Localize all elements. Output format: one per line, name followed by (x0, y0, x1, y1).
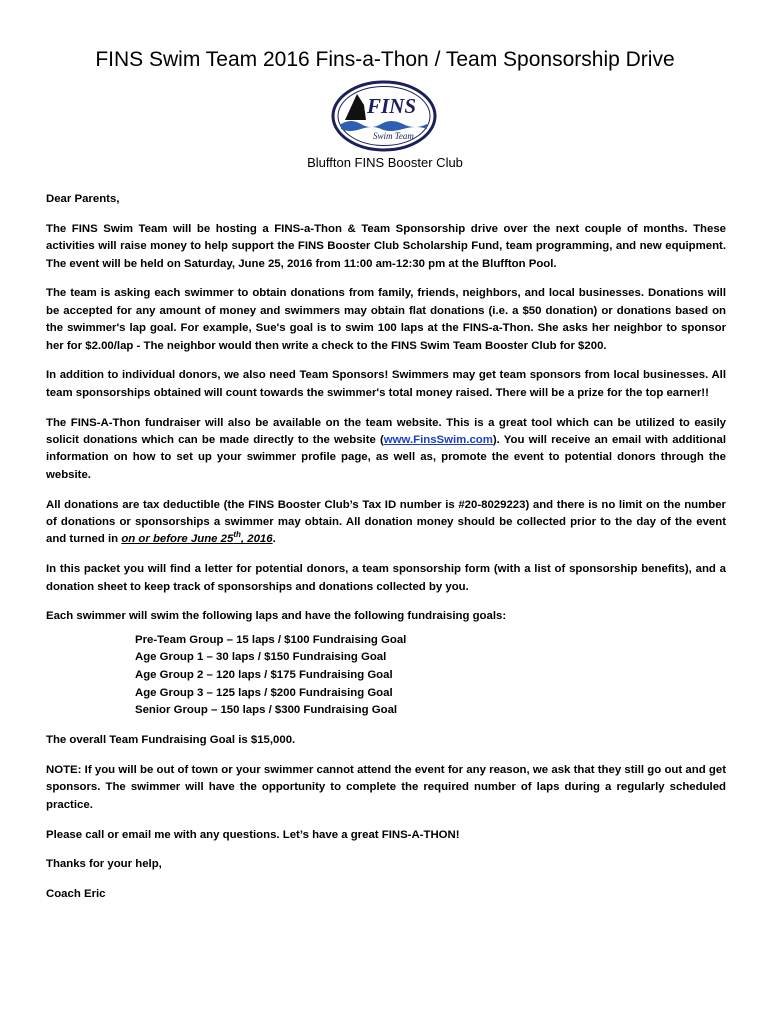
tax-text-end: . (272, 533, 276, 546)
logo-text: FINS (367, 94, 417, 118)
paragraph-event: The FINS Swim Team will be hosting a FINS-a-Thon & Team Sponsorship drive over the next couple of months. These activities will raise money to help support the FINS Booster Club Scholarship Fund, team programming, and new equipment. The event will be held on Saturday, June 25, 2016 from 11:00 am-12:30 pm at the Bluffton Pool. (46, 222, 726, 270)
website-link[interactable]: www.FinsSwim.com (383, 434, 493, 447)
deadline-date: on or before June 25th, 2016 (121, 530, 273, 546)
paragraph-goals-intro: Each swimmer will swim the following laps and have the following fundraising goals: (46, 610, 507, 623)
paragraph-tax (46, 497, 726, 549)
goal-item: Age Group 2 – 120 laps / $175 Fundraising Goal (135, 669, 393, 682)
letter-body (46, 191, 726, 916)
paragraph-contact: Please call or email me with any questions. Let’s have a great FINS-A-THON! (46, 828, 460, 841)
website-text-after: ). You will receive an email with additional information on how to set up your swimmer profile page, as well as, promote the event to potential donors through the website. (46, 434, 727, 481)
website-text-before: The FINS-A-Thon fundraiser will also be available on the team website. This is a great tool which can be utilized to easily solicit donations which can be made directly to the website ( (46, 416, 726, 447)
paragraph-note: NOTE: If you will be out of town or your swimmer cannot attend the event for any reason, we ask that they still go out and get sponsors. The swimmer will have the opportunity to complete the required number of laps during a regularly scheduled practice. (46, 764, 726, 811)
page-title: FINS Swim Team 2016 Fins-a-Thon / Team Sponsorship Drive (95, 48, 675, 71)
signature: Coach Eric (46, 888, 106, 901)
goal-item: Senior Group – 150 laps / $300 Fundraising Goal (135, 704, 398, 717)
goals-list (135, 632, 726, 720)
paragraph-team-goal: The overall Team Fundraising Goal is $15,000. (46, 734, 296, 747)
closing: Thanks for your help, (46, 858, 162, 871)
club-name: Bluffton FINS Booster Club (307, 155, 463, 170)
tax-text: All donations are tax deductible (the FINS Booster Club’s Tax ID number is #20-8029223) and there is no limit on the number of donations or sponsorships a swimmer may obtain. All donation money should be collected prior to the day of the event and turned in (46, 498, 726, 546)
goal-item: Age Group 3 – 125 laps / $200 Fundraising Goal (135, 686, 393, 699)
paragraph-donations: The team is asking each swimmer to obtain donations from family, friends, neighbors, and local businesses. Donations will be accepted for any amount of money and swimmers may obtain flat donations (i.e. a $50 donation) or donations based on the swimmer's lap goal. For example, Sue's goal is to swim 100 laps at the FINS-a-Thon. She asks her neighbor to sponsor her for $2.00/lap - The neighbor would then write a check to the FINS Swim Team Booster Club for $200. (46, 287, 726, 352)
paragraph-website (46, 415, 726, 485)
logo-subtext: Swim Team (373, 131, 414, 141)
paragraph-packet: In this packet you will find a letter for potential donors, a team sponsorship form (with a list of sponsorship benefits), and a donation sheet to keep track of sponsorships and donations collected by you. (46, 563, 726, 593)
fins-logo (331, 80, 437, 152)
paragraph-sponsors: In addition to individual donors, we also need Team Sponsors! Swimmers may get team sponsors from local businesses. All team sponsorships obtained will count towards the swimmer's total money raised. There will be a prize for the top earner!! (46, 369, 726, 399)
goal-item: Age Group 1 – 30 laps / $150 Fundraising Goal (135, 651, 387, 664)
goal-item: Pre-Team Group – 15 laps / $100 Fundraising Goal (135, 633, 407, 646)
greeting: Dear Parents, (46, 193, 120, 205)
